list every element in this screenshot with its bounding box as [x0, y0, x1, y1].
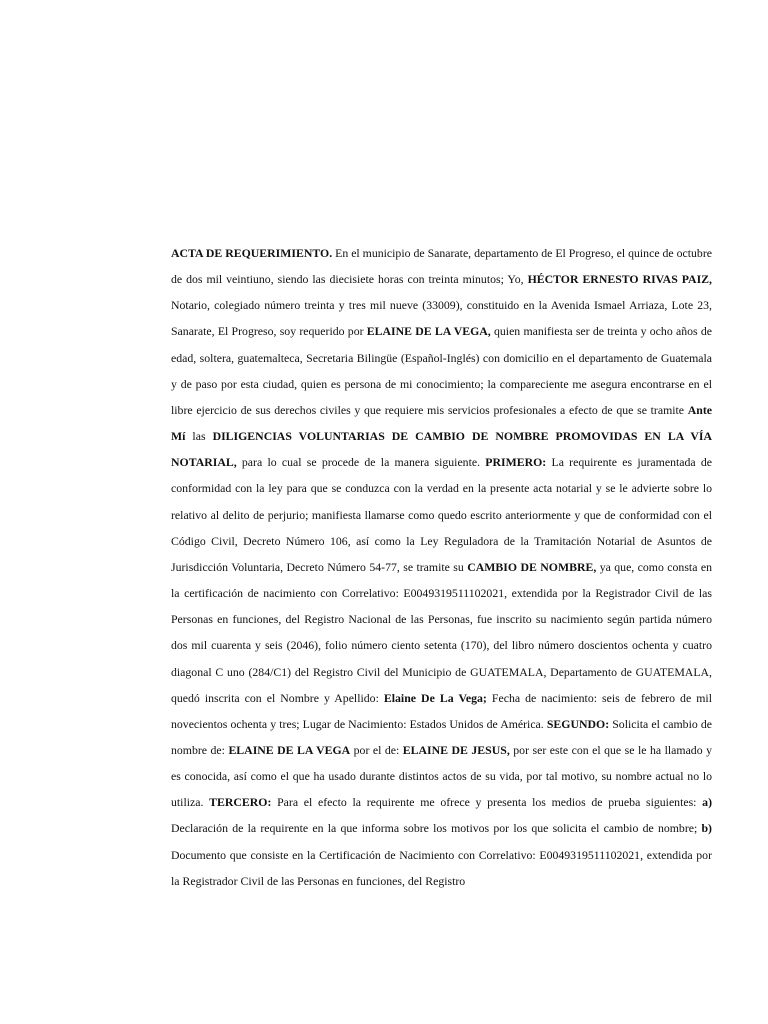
text-run: Declaración de la requirente en la que informa sobre los motivos por los que solicita el cambio de nombre; [171, 821, 702, 836]
text-run: Notario, colegiado número treinta y tres mil nueve (33009), constituido en la Avenida Ismael Arriaza, Lote 23, Sanarate, El Progreso, soy requerido por [171, 298, 712, 339]
text-run: Para el efecto la requirente me ofrece y presenta los medios de prueba siguientes: [271, 795, 703, 810]
text-run: Solicita el cambio de nombre de: [171, 716, 712, 757]
clause-heading-tercero: TERCERO: [209, 795, 272, 810]
new-name: ELAINE DE JESUS, [402, 742, 510, 757]
bold-phrase: CAMBIO DE NOMBRE, [467, 559, 597, 574]
proceedings-title: DILIGENCIAS VOLUNTARIAS DE CAMBIO DE NOMBRE PROMOVIDAS EN LA VÍA NOTARIAL, [171, 429, 712, 470]
list-marker-b: b) [701, 821, 712, 836]
document-title: ACTA DE REQUERIMIENTO. [171, 246, 333, 260]
clause-heading-segundo: SEGUNDO: [546, 716, 610, 731]
text-run: En el municipio de Sanarate, departamento de El Progreso, el quince de octubre de dos mil veintiuno, siendo las diecisiete horas con treinta minutos; Yo, [171, 246, 712, 287]
clause-heading-primero: PRIMERO: [485, 455, 547, 470]
text-run: por el de: [350, 742, 403, 757]
notary-name: HÉCTOR ERNESTO RIVAS PAIZ, [527, 272, 712, 287]
current-name: ELAINE DE LA VEGA [228, 742, 351, 757]
text-run: quien manifiesta ser de treinta y ocho años de edad, soltera, guatemalteca, Secretaria Bilingüe (Español-Inglés) con domicilio en el departamento de Guatemala y de paso por esta ciudad, quien es persona de mi conocimiento; la compareciente me asegura encontrarse en el libre ejercicio de sus derechos civiles y que requiere mis servicios profesionales a efecto de que se tramite [171, 324, 712, 417]
text-run: Fecha de nacimiento: seis de febrero de mil novecientos ochenta y tres; Lugar de Nacimiento: Estados Unidos de América. [171, 690, 712, 731]
text-run: para lo cual se procede de la manera siguiente. [236, 455, 486, 470]
document-body-paragraph [171, 240, 712, 894]
registered-name: Elaine De La Vega; [383, 690, 487, 705]
text-run: las [185, 429, 213, 444]
list-marker-a: a) [702, 795, 712, 810]
requester-name: ELAINE DE LA VEGA, [366, 324, 491, 339]
bold-phrase: Ante Mí [171, 402, 712, 444]
text-run: La requirente es juramentada de conformidad con la ley para que se conduzca con la verdad en la presente acta notarial y se le advierte sobre lo relativo al delito de perjurio; manifiesta llamarse como quedo escrito anteriormente y que de conformidad con el Código Civil, Decreto Número 106, así como la Ley Reguladora de la Tramitación Notarial de Asuntos de Jurisdicción Voluntaria, Decreto Número 54-77, se tramite su [171, 455, 712, 574]
text-run: Documento que consiste en la Certificación de Nacimiento con Correlativo: E0049319511102021, extendida por la Registrador Civil de las Personas en funciones, del Registro [171, 847, 712, 888]
text-run: por ser este con el que se le ha llamado y es conocida, así como el que ha usado durante distintos actos de su vida, por tal motivo, su nombre actual no lo utiliza. [171, 742, 712, 810]
text-run: ya que, como consta en la certificación de nacimiento con Correlativo: E0049319511102021, extendida por la Registrador Civil de las Personas en funciones, del Registro Nacional de las Personas, fue inscrito su nacimiento según partida número dos mil cuarenta y seis (2046), folio número ciento setenta (170), del libro número doscientos ochenta y cuatro diagonal C uno (284/C1) del Registro Civil del Municipio de GUATEMALA, Departamento de GUATEMALA, quedó inscrita con el Nombre y Apellido: [171, 559, 712, 705]
